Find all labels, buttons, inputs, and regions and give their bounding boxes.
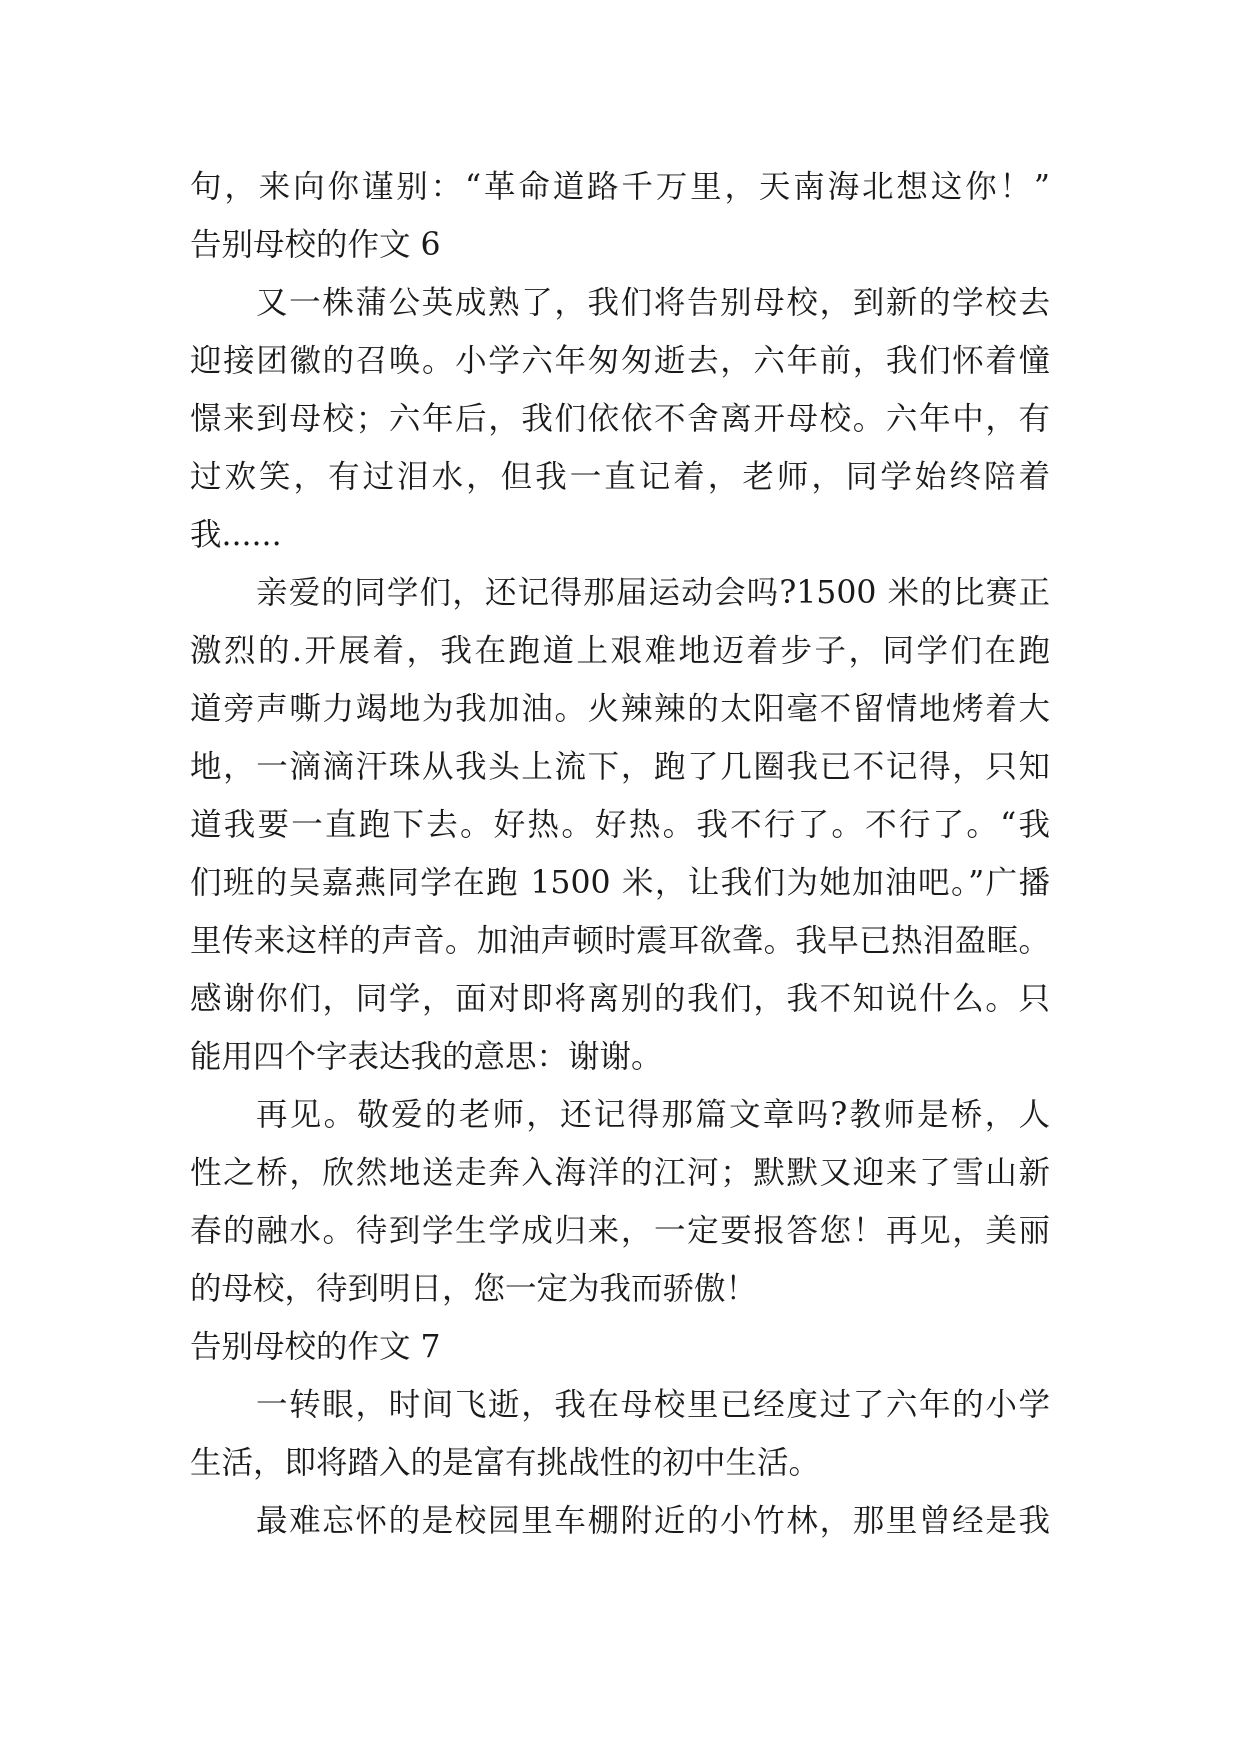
document-page xyxy=(190,158,1050,1550)
text-line: 我...... xyxy=(190,517,282,553)
text-line: 过欢笑，有过泪水，但我一直记着，老师，同学始终陪着 xyxy=(190,459,1050,495)
text-line: 憬来到母校；六年后，我们依依不舍离开母校。六年中，有 xyxy=(190,401,1050,437)
text-line: 能用四个字表达我的意思：谢谢。 xyxy=(190,1039,663,1075)
opening-line: 句，来向你谨别：“革命道路千万里，天南海北想这你！” xyxy=(190,169,1050,205)
text-line: 的母校，待到明日，您一定为我而骄傲！ xyxy=(190,1271,758,1307)
text-line: 生活，即将踏入的是富有挑战性的初中生活。 xyxy=(190,1445,821,1481)
section-6-paragraph-1 xyxy=(190,274,1050,564)
section-7-paragraph-2 xyxy=(190,1492,1050,1550)
text-line: 里传来这样的声音。加油声顿时震耳欲聋。我早已热泪盈眶。 xyxy=(190,923,1050,959)
text-line: 道旁声嘶力竭地为我加油。火辣辣的太阳毫不留情地烤着大 xyxy=(190,691,1050,727)
text-line: 再见。敬爱的老师，还记得那篇文章吗?教师是桥，人 xyxy=(256,1097,1050,1133)
section-6-paragraph-3 xyxy=(190,1086,1050,1318)
text-line: 激烈的.开展着，我在跑道上艰难地迈着步子，同学们在跑 xyxy=(190,633,1050,669)
text-line: 性之桥，欣然地送走奔入海洋的江河；默默又迎来了雪山新 xyxy=(190,1155,1050,1191)
section-7-paragraph-1 xyxy=(190,1376,1050,1492)
text-line: 春的融水。待到学生学成归来，一定要报答您！再见，美丽 xyxy=(190,1213,1050,1249)
section-6-heading: 告别母校的作文 6 xyxy=(190,227,441,263)
text-line: 最难忘怀的是校园里车棚附近的小竹林，那里曾经是我 xyxy=(256,1503,1050,1539)
text-line: 们班的吴嘉燕同学在跑 1500 米，让我们为她加油吧。”广播 xyxy=(190,865,1050,901)
text-line: 地，一滴滴汗珠从我头上流下，跑了几圈我已不记得，只知 xyxy=(190,749,1050,785)
section-7-heading: 告别母校的作文 7 xyxy=(190,1329,441,1365)
section-6-paragraph-2 xyxy=(190,564,1050,1086)
text-line: 道我要一直跑下去。好热。好热。我不行了。不行了。“我 xyxy=(190,807,1050,843)
text-line: 又一株蒲公英成熟了，我们将告别母校，到新的学校去 xyxy=(256,285,1050,321)
text-line: 亲爱的同学们，还记得那届运动会吗?1500 米的比赛正 xyxy=(256,575,1050,611)
text-line: 一转眼，时间飞逝，我在母校里已经度过了六年的小学 xyxy=(256,1387,1050,1423)
text-line: 感谢你们，同学，面对即将离别的我们，我不知说什么。只 xyxy=(190,981,1050,1017)
text-line: 迎接团徽的召唤。小学六年匆匆逝去，六年前，我们怀着憧 xyxy=(190,343,1050,379)
